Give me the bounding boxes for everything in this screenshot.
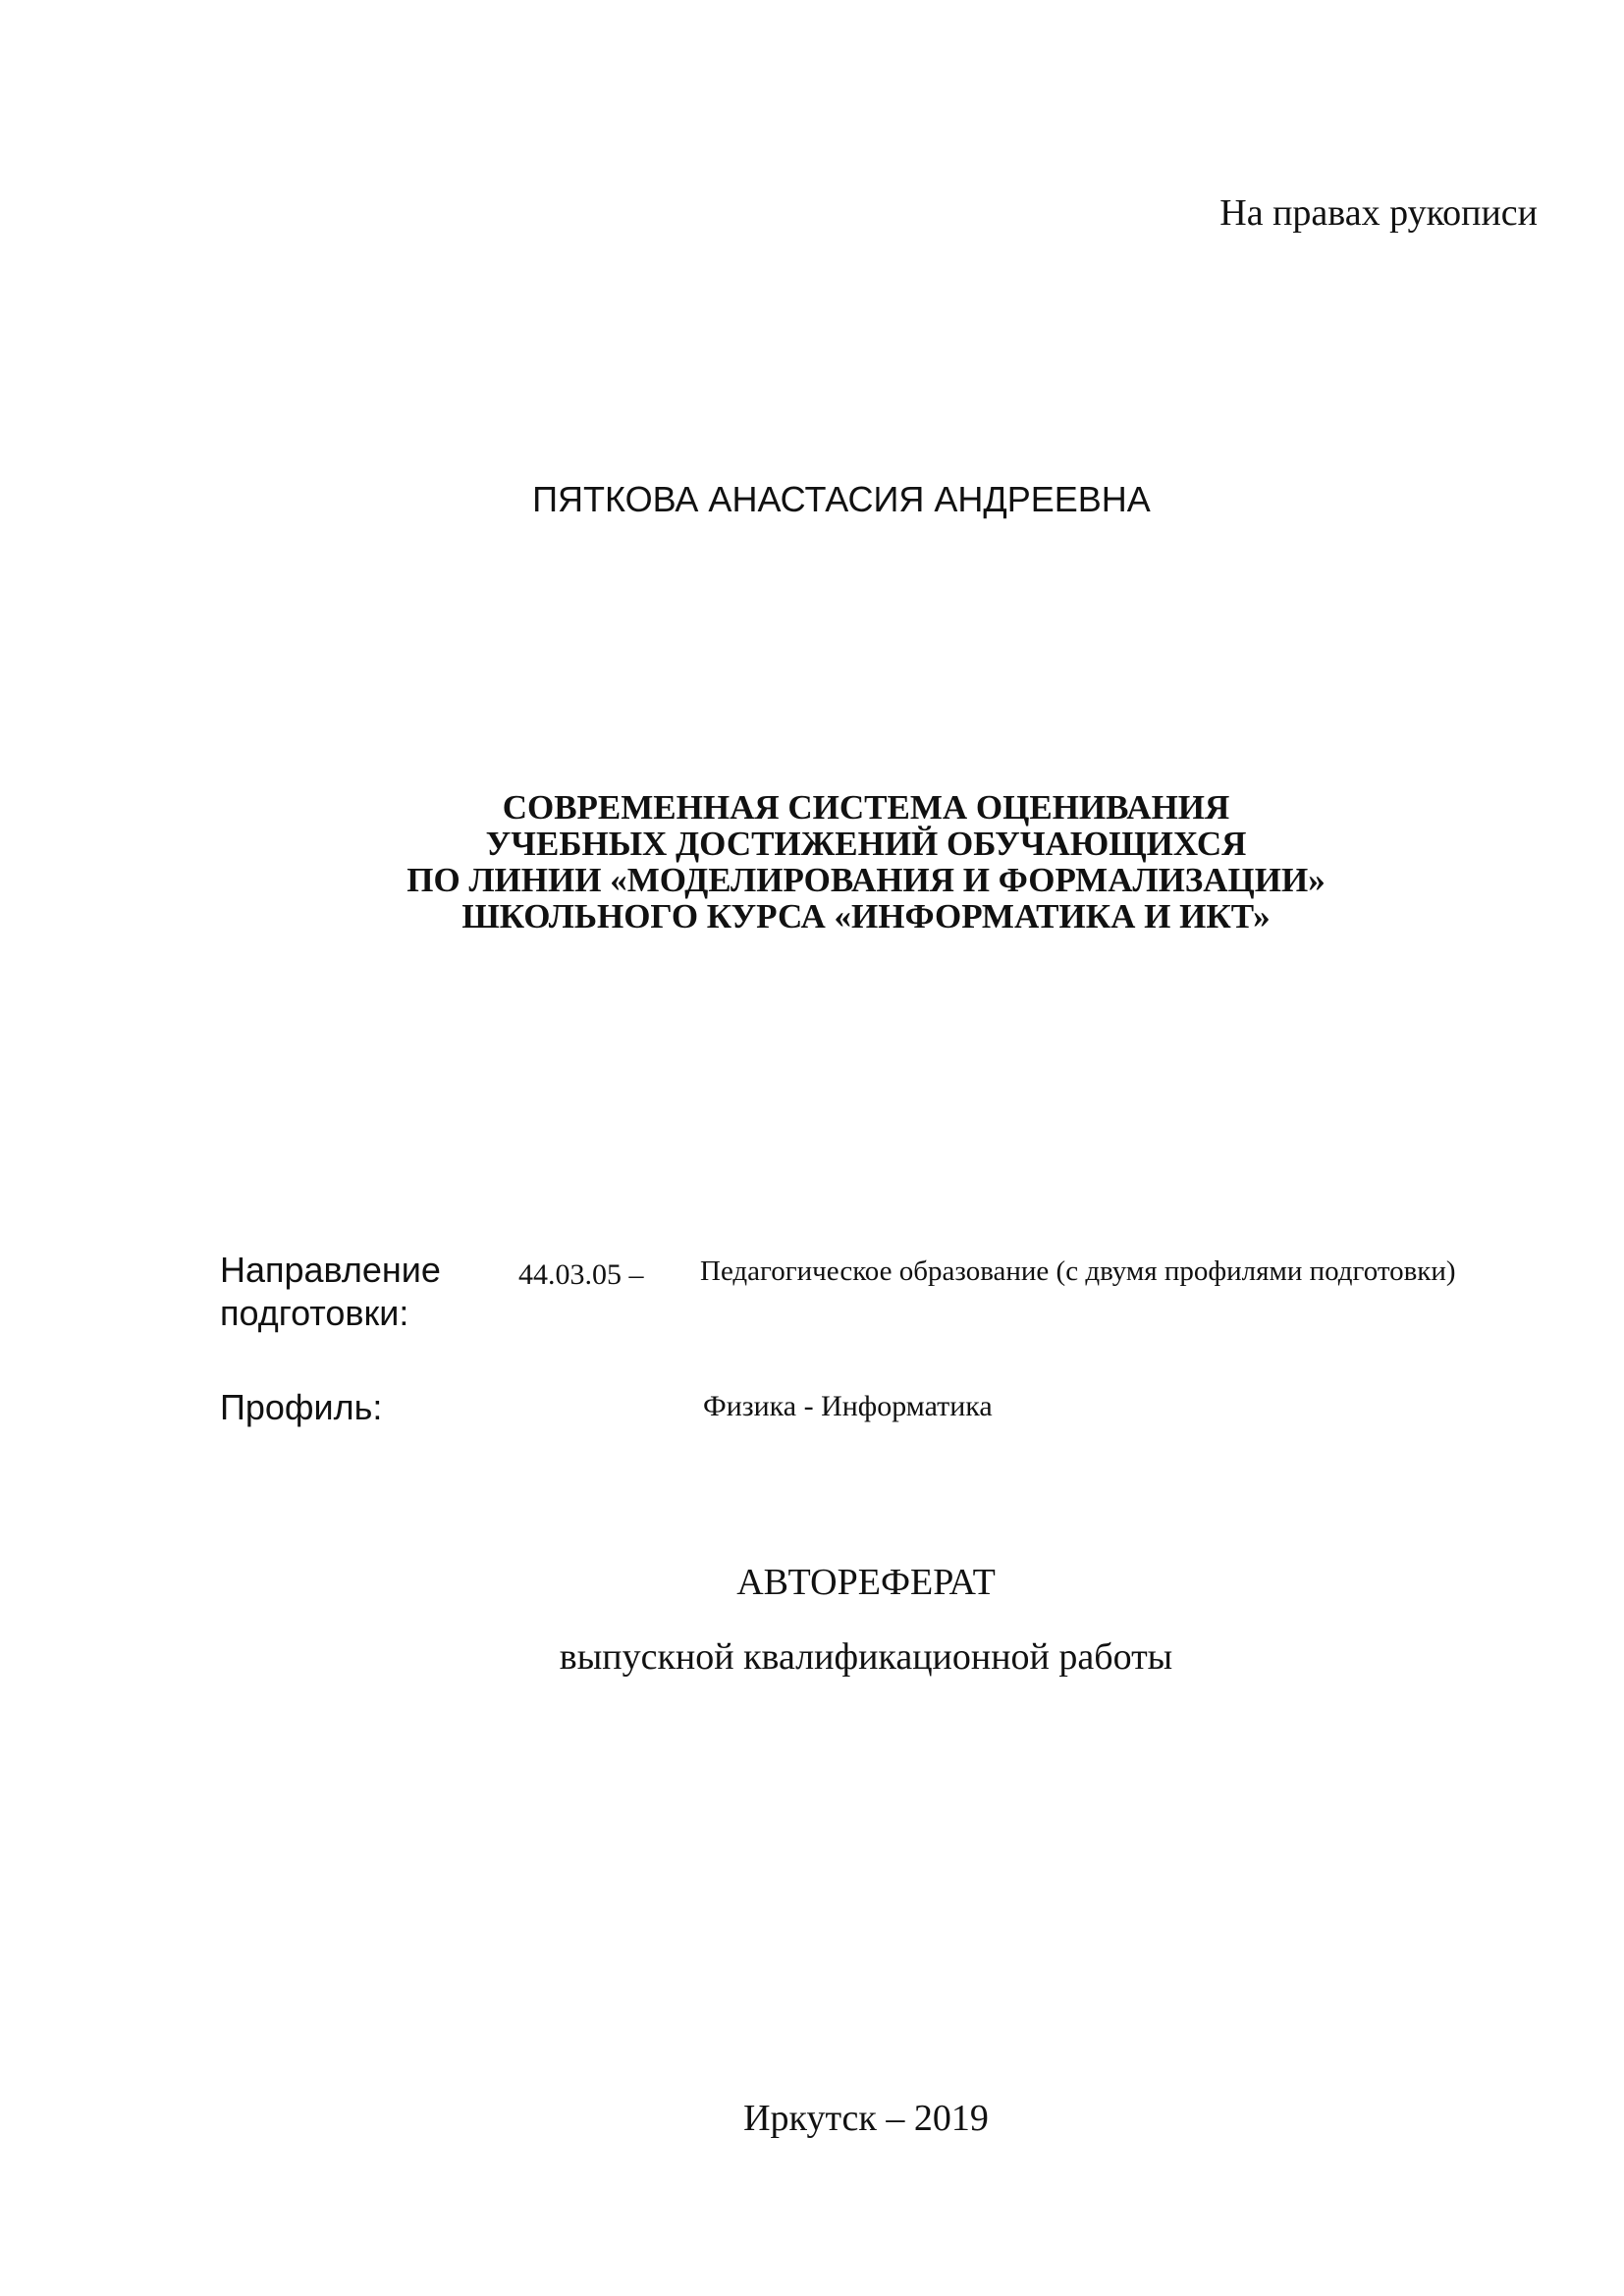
title-line-4: ШКОЛЬНОГО КУРСА «ИНФОРМАТИКА И ИКТ» <box>461 897 1271 935</box>
profile-value: Физика - Информатика <box>703 1390 993 1422</box>
title-line-3: ПО ЛИНИИ «МОДЕЛИРОВАНИЯ И ФОРМАЛИЗАЦИИ» <box>406 861 1326 899</box>
document-title <box>0 789 1624 934</box>
direction-label-line-1: Направление <box>220 1250 441 1290</box>
manuscript-note: На правах рукописи <box>1219 192 1538 234</box>
profile-label: Профиль: <box>220 1387 383 1427</box>
document-subtype: выпускной квалификационной работы <box>559 1636 1173 1678</box>
document-type: АВТОРЕФЕРАТ <box>736 1562 996 1603</box>
direction-value: Педагогическое образование (с двумя профилями подготовки) <box>700 1255 1456 1287</box>
place-year: Иркутск – 2019 <box>743 2098 989 2139</box>
title-line-1: СОВРЕМЕННАЯ СИСТЕМА ОЦЕНИВАНИЯ <box>502 788 1230 827</box>
direction-label-line-2: подготовки: <box>220 1293 409 1333</box>
title-line-2: УЧЕБНЫХ ДОСТИЖЕНИЙ ОБУЧАЮЩИХСЯ <box>485 825 1247 863</box>
author-name: ПЯТКОВА АНАСТАСИЯ АНДРЕЕВНА <box>532 479 1151 519</box>
direction-code: 44.03.05 – <box>518 1258 644 1291</box>
